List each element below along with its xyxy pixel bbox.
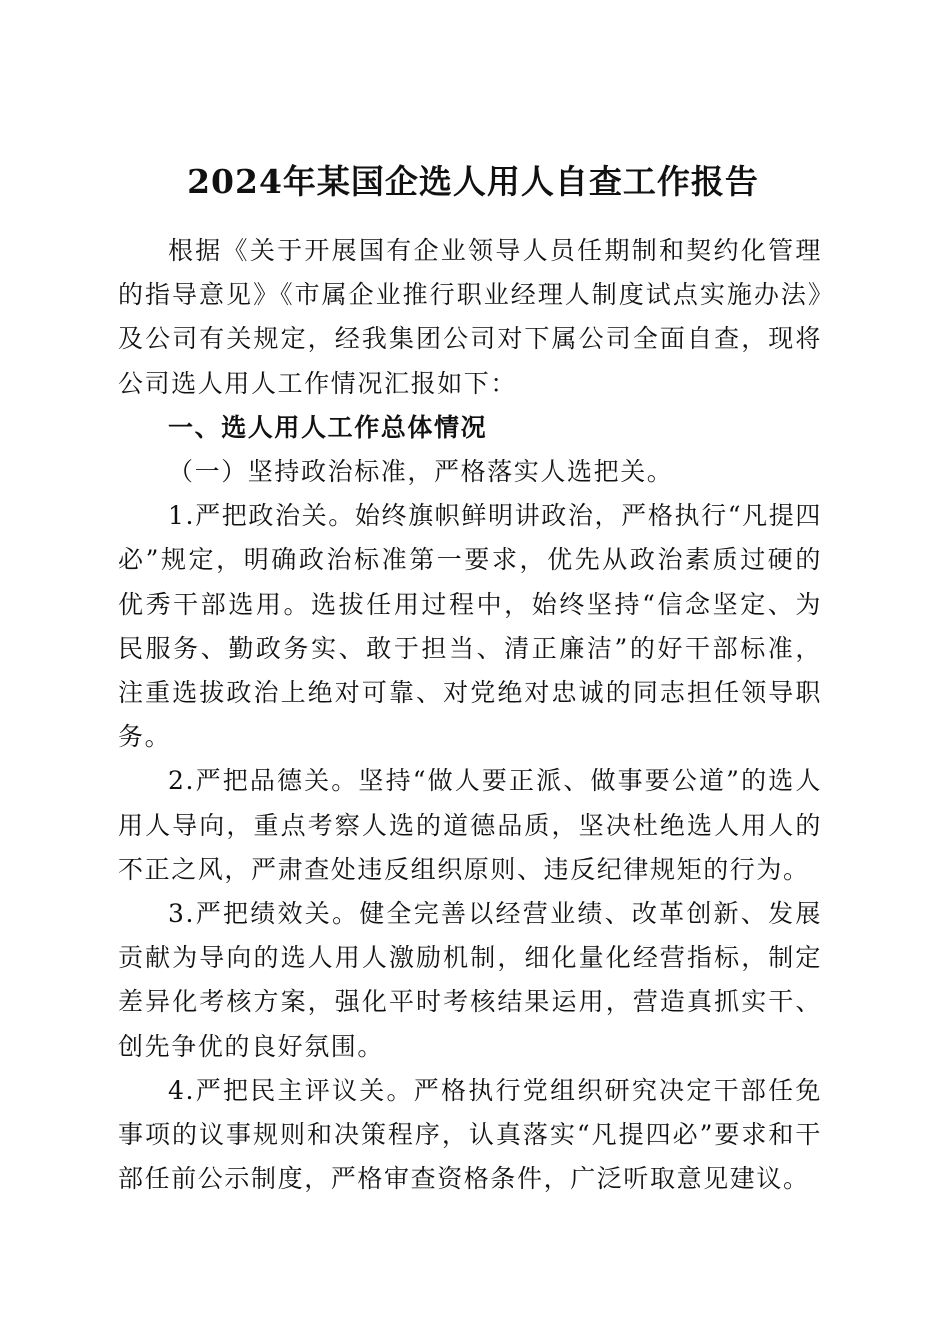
- item-paragraph-3: 3.严把绩效关。健全完善以经营业绩、改革创新、发展贡献为导向的选人用人激励机制，细化量化经营指标，制定差异化考核方案，强化平时考核结果运用，营造真抓实干、创先争优的良好氛围。: [118, 899, 822, 1061]
- item-paragraph-1: 1.严把政治关。始终旗帜鲜明讲政治，严格执行“凡提四必”规定，明确政治标准第一要求，优先从政治素质过硬的优秀干部选用。选拔任用过程中，始终坚持“信念坚定、为民服务、勤政务实、敢于担当、清正廉洁”的好干部标准，注重选拔政治上绝对可靠、对党绝对忠诚的同志担任领导职务。: [118, 501, 822, 752]
- section-heading: 一、选人用人工作总体情况: [168, 412, 488, 442]
- intro-paragraph: 根据《关于开展国有企业领导人员任期制和契约化管理的指导意见》《市属企业推行职业经理人制度试点实施办法》及公司有关规定，经我集团公司对下属公司全面自查，现将公司选人用人工作情况汇报如下：: [118, 236, 822, 398]
- item-paragraph-4: 4.严把民主评议关。严格执行党组织研究决定干部任免事项的议事规则和决策程序，认真落实“凡提四必”要求和干部任前公示制度，严格审查资格条件，广泛听取意见建议。: [118, 1075, 822, 1194]
- item-paragraph-2: 2.严把品德关。坚持“做人要正派、做事要公道”的选人用人导向，重点考察人选的道德品质，坚决杜绝选人用人的不正之风，严肃查处违反组织原则、违反纪律规矩的行为。: [118, 766, 822, 884]
- document-title: 2024年某国企选人用人自查工作报告: [187, 162, 759, 202]
- subsection-heading: （一）坚持政治标准，严格落实人选把关。: [168, 457, 674, 487]
- document-body: [118, 229, 822, 1201]
